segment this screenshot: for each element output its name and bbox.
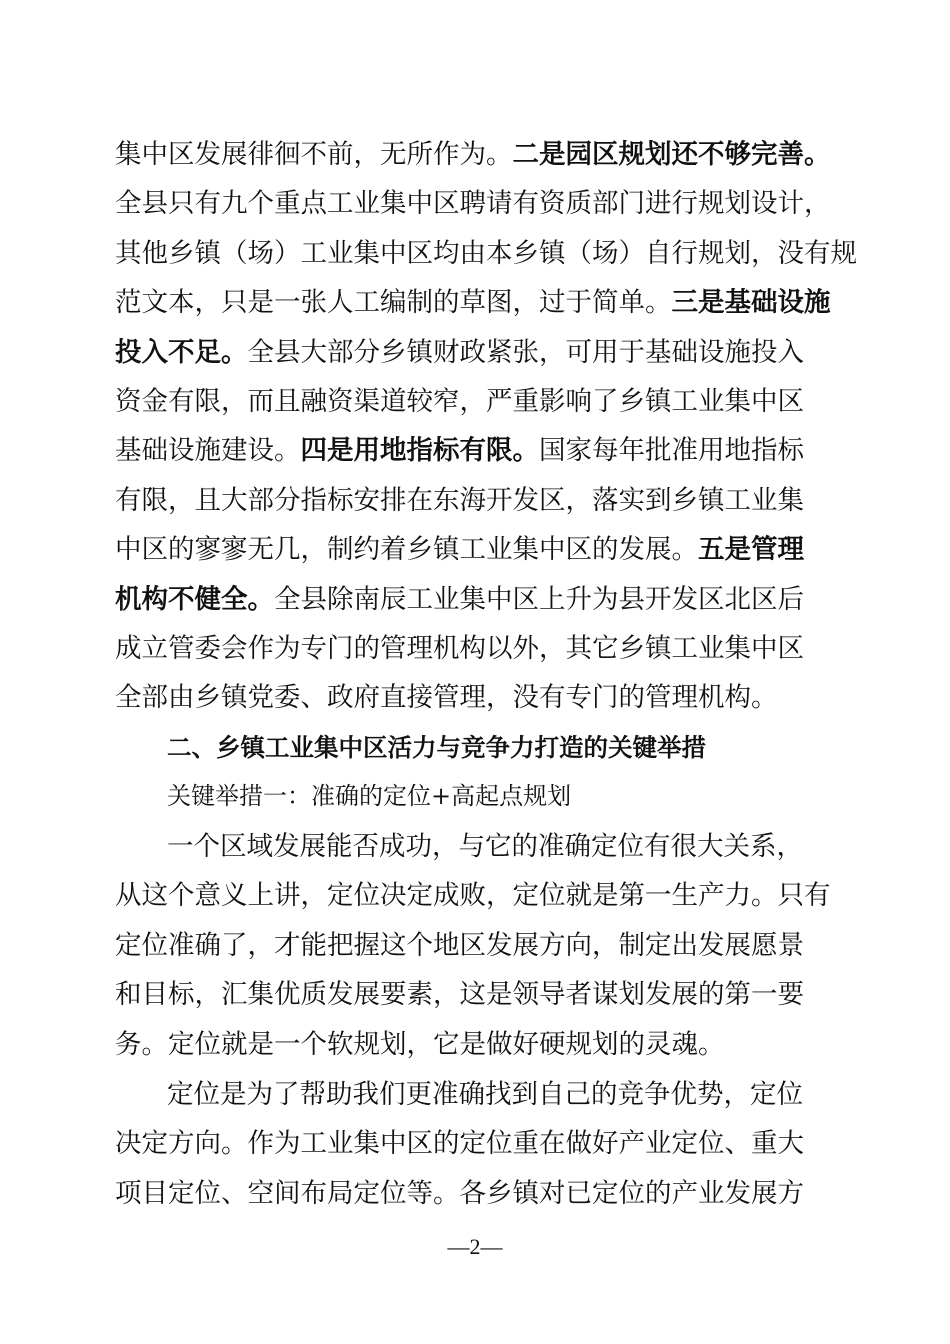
- paragraph-line: 务。定位就是一个软规划，它是做好硬规划的灵魂。: [115, 1028, 725, 1060]
- paragraph-line: [115, 229, 857, 278]
- paragraph-line: [115, 624, 805, 673]
- paragraph-line: [115, 673, 805, 722]
- paragraph-line: 定位是为了帮助我们更准确找到自己的竞争优势，定位: [167, 1079, 803, 1110]
- paragraph-line: 决定方向。作为工业集中区的定位重在做好产业定位、重大: [115, 1128, 804, 1160]
- text-segment: 全县只有九个重点工业集中区聘请有资质部门进行规划设计，: [115, 188, 831, 220]
- bold-text-segment: 五是管理: [698, 534, 804, 566]
- bold-text-segment: 投入不足。: [115, 336, 248, 368]
- text-segment: 有限，且大部分指标安排在东海开发区，落实到乡镇工业集: [115, 484, 804, 516]
- text-segment: 基础设施建设。: [115, 435, 301, 467]
- text-segment: 全县除南辰工业集中区上升为县开发区北区后: [274, 583, 804, 615]
- text-segment: 全县大部分乡镇财政紧张，可用于基础设施投入: [247, 336, 804, 368]
- text-segment: 全部由乡镇党委、政府直接管理，没有专门的管理机构。: [115, 682, 778, 714]
- paragraph-line: [115, 328, 805, 377]
- text-segment: 集中区发展徘徊不前，无所作为。: [115, 139, 513, 170]
- text-segment: 成立管委会作为专门的管理机构以外，其它乡镇工业集中区: [115, 632, 804, 664]
- paragraph-line: [115, 426, 805, 475]
- paragraph-line: [115, 278, 831, 327]
- text-segment: 资金有限，而且融资渠道较窄，严重影响了乡镇工业集中区: [115, 385, 804, 417]
- page-number: —2—: [447, 1234, 503, 1259]
- subheading: 关键举措一：准确的定位+高起点规划: [167, 782, 572, 811]
- text-segment: 其他乡镇（场）工业集中区均由本乡镇（场）自行规划，没有规: [115, 237, 857, 269]
- paragraph-2: [115, 822, 831, 1069]
- text-segment: 范文本，只是一张人工编制的草图，过于简单。: [115, 287, 672, 319]
- paragraph-line: 项目定位、空间布局定位等。各乡镇对已定位的产业发展方: [115, 1177, 804, 1209]
- paragraph-1: [115, 130, 857, 723]
- section-heading-block: [115, 723, 805, 822]
- paragraph-line: 从这个意义上讲，定位决定成败，定位就是第一生产力。只有: [115, 880, 831, 912]
- paragraph-line: [115, 525, 805, 574]
- section-heading: 二、乡镇工业集中区活力与竞争力打造的关键举措: [167, 733, 706, 762]
- bold-text-segment: 二是园区规划还不够完善。: [512, 139, 831, 170]
- paragraph-line: [115, 377, 805, 426]
- paragraph-line: [115, 575, 805, 624]
- bold-text-segment: 机构不健全。: [115, 583, 274, 615]
- text-segment: 中区的寥寥无几，制约着乡镇工业集中区的发展。: [115, 534, 698, 566]
- paragraph-line: 和目标，汇集优质发展要素，这是领导者谋划发展的第一要: [115, 979, 804, 1011]
- paragraph-3: [115, 1070, 805, 1218]
- paragraph-line: [115, 476, 805, 525]
- bold-text-segment: 三是基础设施: [671, 287, 831, 319]
- bold-text-segment: 四是用地指标有限。: [300, 435, 539, 467]
- text-segment: 国家每年批准用地指标: [539, 435, 804, 467]
- paragraph-line: 一个区域发展能否成功，与它的准确定位有很大关系，: [167, 831, 803, 862]
- paragraph-line: [115, 179, 831, 228]
- paragraph-line: [115, 130, 831, 179]
- paragraph-line: 定位准确了，才能把握这个地区发展方向，制定出发展愿景: [115, 929, 804, 961]
